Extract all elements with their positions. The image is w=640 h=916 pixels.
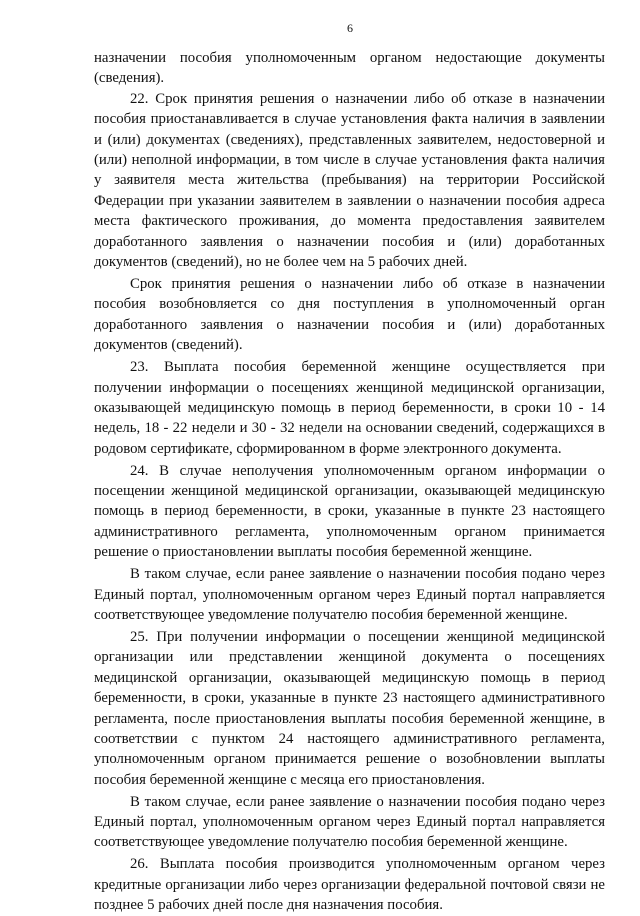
document-body (94, 48, 605, 916)
paragraph-24: 24. В случае неполучения уполномоченным органом информации о посещении женщиной медицинской организации, оказывающей медицинскую помощь в период беременности, в сроки, указанные в пункте 23 настоящего административного регламента, уполномоченным органом принимается решение о приостановлении выплаты пособия беременной женщине. (94, 462, 605, 561)
paragraph-continuation: назначении пособия уполномоченным органом недостающие документы (сведения). (94, 50, 605, 87)
paragraph-23: 23. Выплата пособия беременной женщине осуществляется при получении информации о посещениях женщиной медицинской организации, оказывающей медицинскую помощь в период беременности, в сроки 10 - 14 недель, 18 - 22 недели и 30 - 32 недели на основании сведений, содержащихся в родовом сертификате, сформированном в форме электронного документа. (94, 359, 605, 457)
paragraph-25-notice: В таком случае, если ранее заявление о назначении пособия подано через Единый портал, уполномоченным органом через Единый портал направляется соответствующее уведомление получателю пособия беременной женщине. (94, 793, 605, 851)
paragraph-22: 22. Срок принятия решения о назначении либо об отказе в назначении пособия приостанавливается в случае установления факта наличия в заявлении и (или) документах (сведениях), представленных заявителем, недостоверной и (или) неполной информации, в том числе в случае установления факта наличия у заявителя места жительства (пребывания) на территории Российской Федерации при указании заявителем в заявлении о назначении пособия адреса места фактического проживания, до момента предоставления заявителем доработанного заявления о назначении пособия и (или) доработанных документов (сведений), но не более чем на 5 рабочих дней. (94, 90, 605, 271)
paragraph-22-resume: Срок принятия решения о назначении либо об отказе в назначении пособия возобновляется со дня поступления в уполномоченный орган доработанного заявления о назначении пособия и (или) доработанных документов (сведений). (94, 275, 605, 354)
paragraph-24-notice: В таком случае, если ранее заявление о назначении пособия подано через Единый портал, уполномоченным органом через Единый портал направляется соответствующее уведомление получателю пособия беременной женщине. (94, 566, 605, 623)
paragraph-26: 26. Выплата пособия производится уполномоченным органом через кредитные организации либо через организации федеральной почтовой связи не позднее 5 рабочих дней после дня назначения пособия. (94, 856, 605, 914)
paragraph-25: 25. При получении информации о посещении женщиной медицинской организации или представлении женщиной документа о посещениях медицинской организации, оказывающей медицинскую помощь в период беременности, в сроки, указанные в пункте 23 настоящего административного регламента, после приостановления выплаты пособия беременной женщине, в соответствии с пунктом 24 настоящего административного регламента, уполномоченным органом принимается решение о возобновлении выплаты пособия беременной женщине с месяца его приостановления. (94, 628, 605, 788)
page-number: 6 (347, 21, 353, 35)
